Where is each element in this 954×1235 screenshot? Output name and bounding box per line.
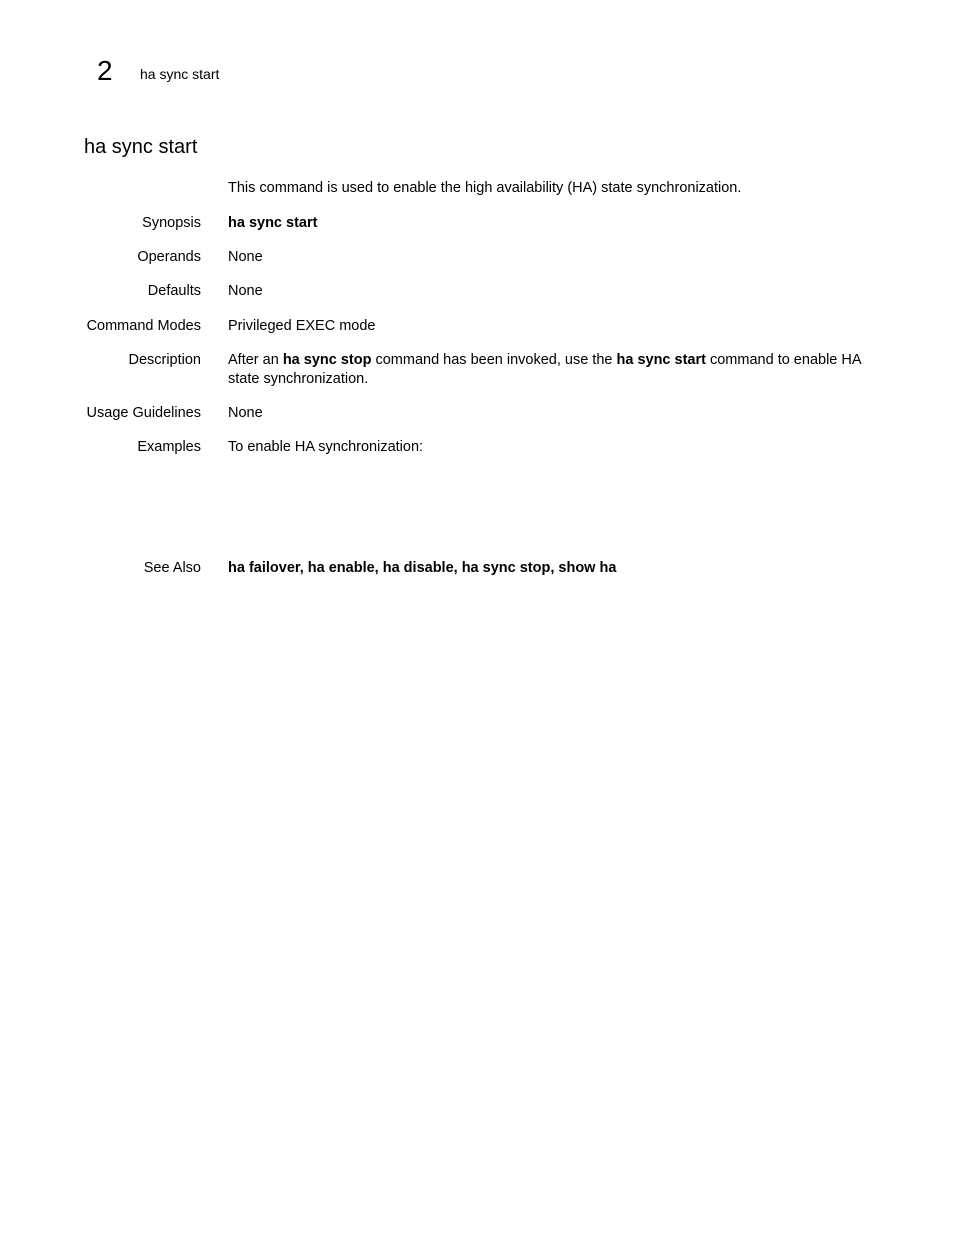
see-also-label: See Also — [143, 560, 201, 576]
usage-guidelines-value: None — [228, 405, 263, 421]
command-modes-value: Privileged EXEC mode — [228, 318, 376, 334]
examples-label: Examples — [137, 439, 201, 455]
description-label: Description — [128, 352, 201, 368]
defaults-label: Defaults — [147, 283, 201, 299]
examples-value: To enable HA synchronization: — [228, 439, 424, 455]
section-title: ha sync start — [84, 136, 198, 158]
synopsis-value: ha sync start — [228, 215, 318, 231]
description-value — [228, 351, 868, 389]
description-text-3: command to enable HA state synchronization. — [228, 352, 861, 387]
description-command-ha-sync-stop: ha sync stop — [282, 352, 372, 368]
chapter-number: 2 — [97, 55, 113, 86]
operands-label: Operands — [137, 249, 201, 265]
synopsis-label: Synopsis — [142, 215, 201, 231]
section-intro: This command is used to enable the high availability (HA) state synchronization. — [228, 180, 742, 196]
operands-value: None — [228, 249, 263, 265]
description-command-ha-sync-start: ha sync start — [616, 352, 706, 368]
usage-guidelines-label: Usage Guidelines — [86, 405, 201, 421]
defaults-value: None — [228, 283, 263, 299]
running-header-title: ha sync start — [140, 66, 220, 82]
see-also-value: ha failover, ha enable, ha disable, ha sync stop, show ha — [228, 560, 617, 576]
description-text-2: command has been invoked, use the — [371, 352, 617, 368]
description-text-1: After an — [228, 352, 283, 368]
command-modes-label: Command Modes — [86, 318, 201, 334]
